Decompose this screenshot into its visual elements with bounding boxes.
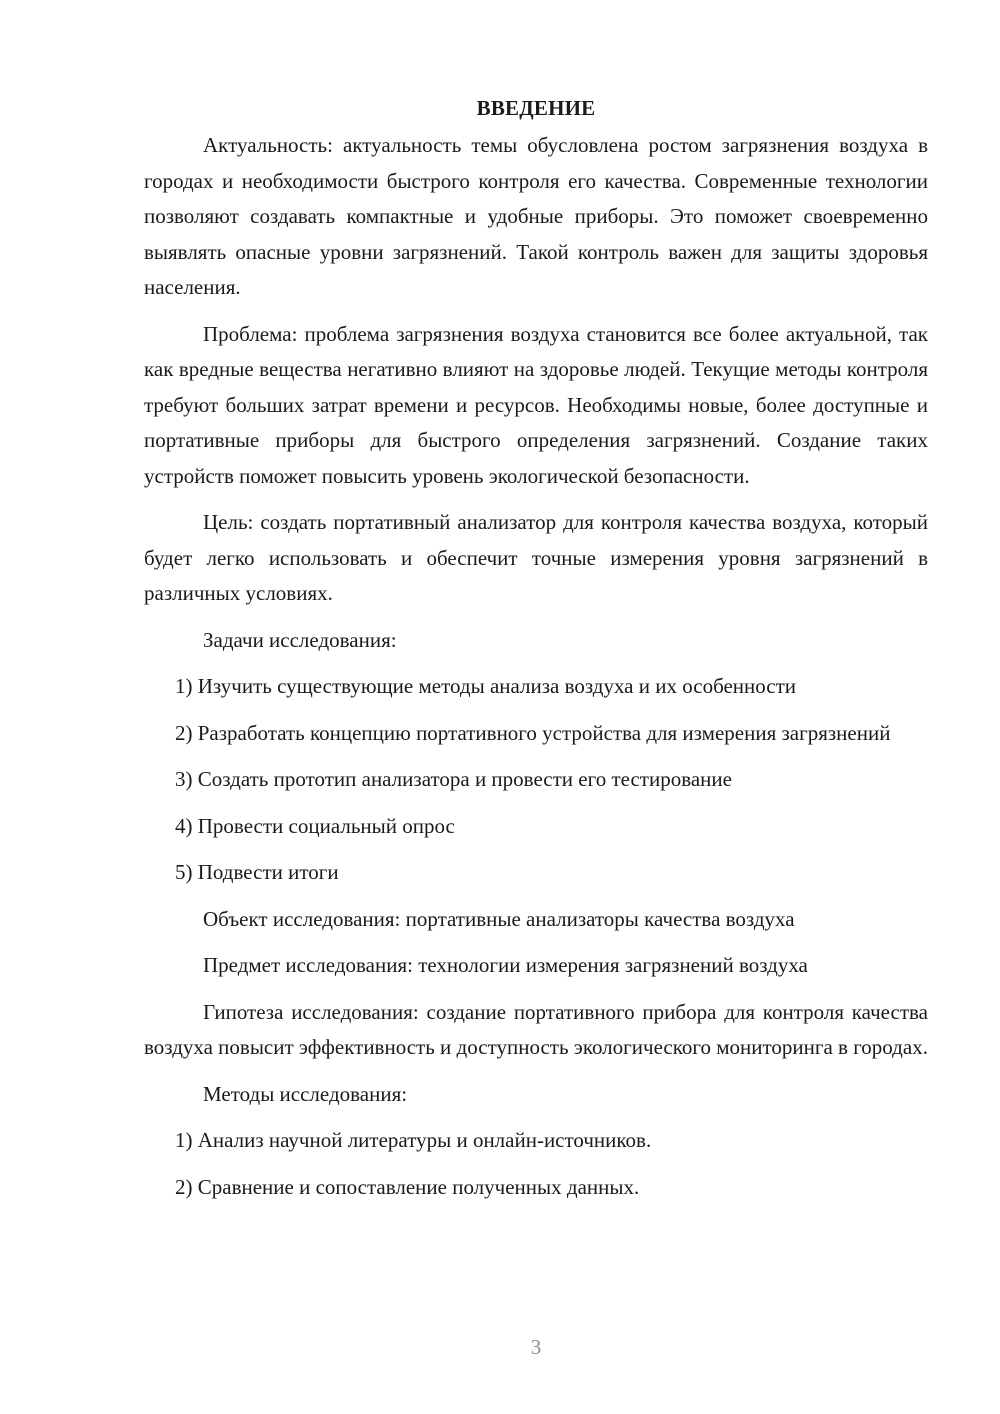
subject-line: Предмет исследования: технологии измерения загрязнений воздуха — [203, 953, 808, 977]
object-line: Объект исследования: портативные анализаторы качества воздуха — [203, 906, 795, 931]
method-item: 2) Сравнение и сопоставление полученных данных. — [175, 1174, 640, 1199]
task-item: 5) Подвести итоги — [175, 860, 339, 884]
task-item: 3) Создать прототип анализатора и провести его тестирование — [175, 767, 732, 791]
goal-paragraph: Цель: создать портативный анализатор для контроля качества воздуха, который будет легко использовать и обеспечит точные измерения уровня загрязнений в различных условиях. — [144, 510, 928, 605]
document-page — [144, 90, 928, 1205]
tasks-heading: Задачи исследования: — [203, 627, 397, 652]
page-number: 3 — [530, 1335, 542, 1359]
task-item: 2) Разработать концепцию портативного устройства для измерения загрязнений — [175, 720, 891, 745]
task-item: 1) Изучить существующие методы анализа воздуха и их особенности — [175, 674, 797, 698]
method-item: 1) Анализ научной литературы и онлайн-источников. — [175, 1128, 652, 1152]
hypothesis-paragraph: Гипотеза исследования: создание портативного прибора для контроля качества воздуха повысит эффективность и доступность экологического мониторинга в городах. — [144, 999, 928, 1059]
task-item: 4) Провести социальный опрос — [175, 813, 455, 838]
problem-paragraph: Проблема: проблема загрязнения воздуха становится все более актуальной, так как вредные вещества негативно влияют на здоровье людей. Текущие методы контроля требуют больших затрат времени и ресурсов. Необходимы новые, более доступные и портативные приборы для быстрого определения загрязнений. Создание таких устройств поможет повысить уровень экологической безопасности. — [144, 321, 928, 488]
page-title: ВВЕДЕНИЕ — [476, 96, 596, 120]
methods-heading: Методы исследования: — [203, 1081, 408, 1106]
relevance-paragraph: Актуальность: актуальность темы обусловлена ростом загрязнения воздуха в городах и необходимости быстрого контроля его качества. Современные технологии позволяют создавать компактные и удобные приборы. Это поможет своевременно выявлять опасные уровни загрязнений. Такой контроль важен для защиты здоровья населения. — [144, 133, 928, 299]
